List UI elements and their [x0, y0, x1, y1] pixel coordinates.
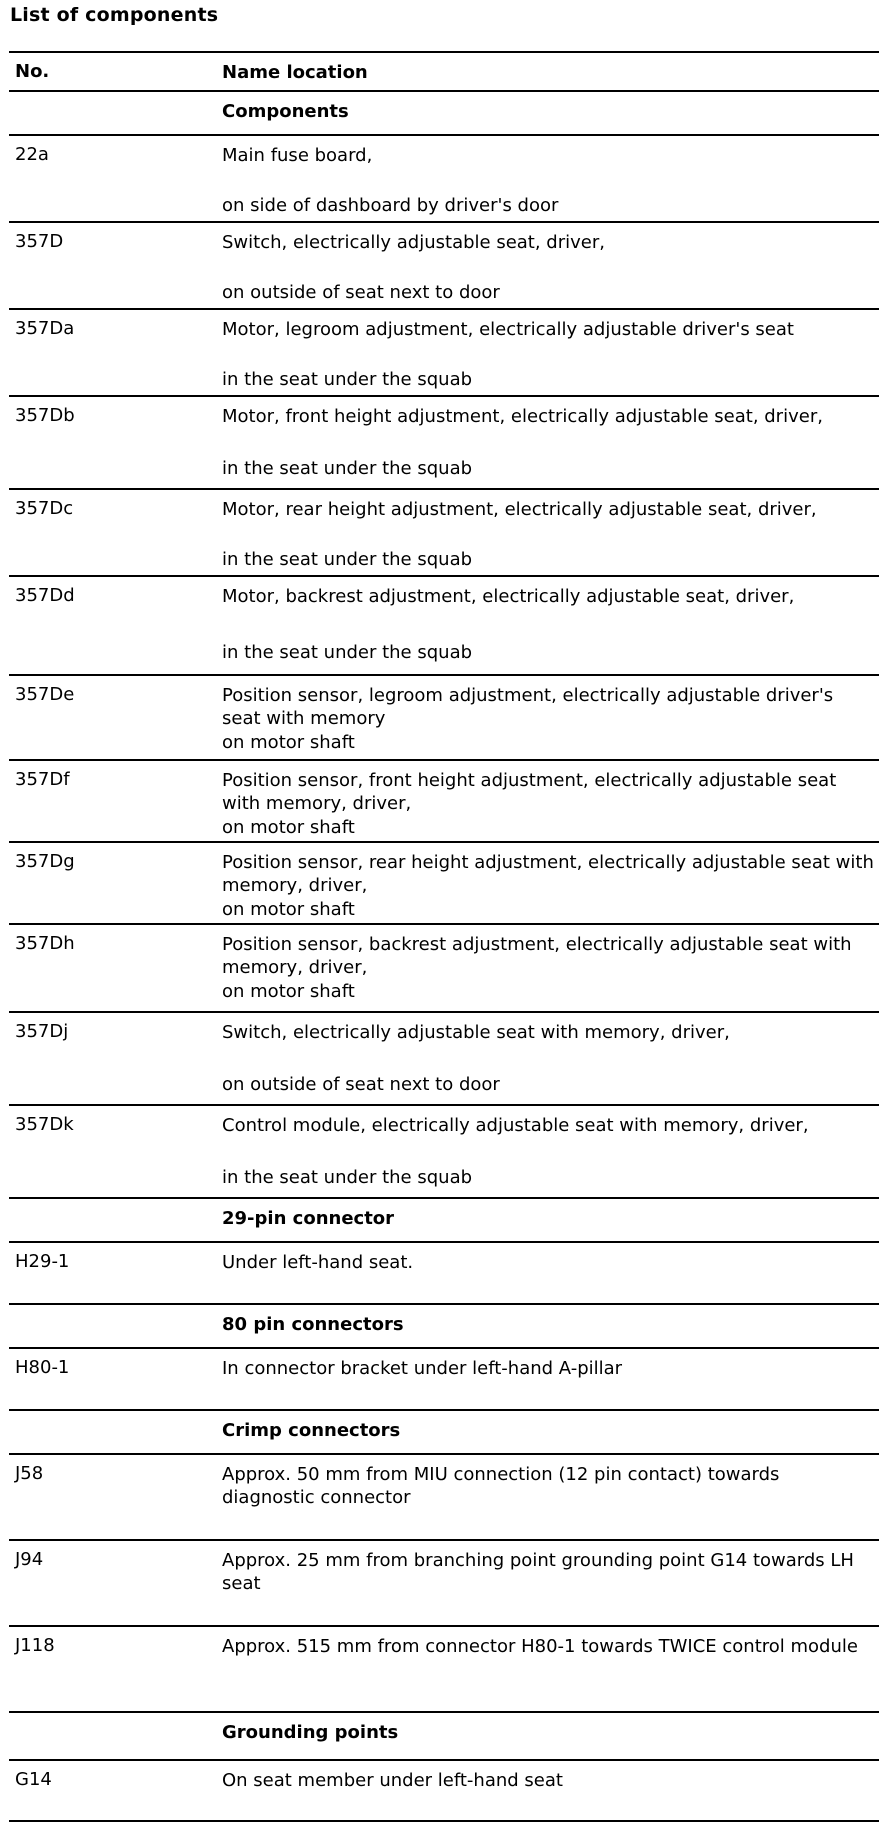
- section-row: [9, 1711, 879, 1759]
- table-header-row: [9, 51, 879, 90]
- header-name: Name location: [222, 62, 368, 83]
- component-name: Approx. 515 mm from connector H80-1 towards TWICE control module: [222, 1636, 858, 1657]
- table-row: [9, 134, 879, 221]
- table-row: [9, 759, 879, 841]
- component-name: Control module, electrically adjustable seat with memory, driver,: [222, 1115, 809, 1136]
- table-row: [9, 923, 879, 1011]
- component-number: J94: [15, 1549, 44, 1570]
- component-number: 357Dh: [15, 933, 75, 954]
- component-location: on outside of seat next to door: [222, 1074, 500, 1095]
- component-number: J118: [15, 1635, 55, 1656]
- component-name: Motor, backrest adjustment, electrically adjustable seat, driver,: [222, 586, 795, 607]
- component-name: Motor, front height adjustment, electrically adjustable seat, driver,: [222, 406, 823, 427]
- component-name: Switch, electrically adjustable seat, driver,: [222, 232, 605, 253]
- component-name: Position sensor, rear height adjustment, electrically adjustable seat with memory, driver,: [222, 852, 874, 896]
- components-table: [9, 51, 879, 1822]
- component-location: on motor shaft: [222, 899, 355, 920]
- component-name: Approx. 25 mm from branching point grounding point G14 towards LH seat: [222, 1550, 854, 1594]
- component-number: 357Dc: [15, 498, 74, 519]
- component-location: on motor shaft: [222, 981, 355, 1002]
- component-location: in the seat under the squab: [222, 642, 473, 663]
- component-number: 357D: [15, 231, 64, 252]
- table-row: [9, 1453, 879, 1539]
- component-number: H80-1: [15, 1357, 70, 1378]
- component-number: 357Dj: [15, 1021, 69, 1042]
- table-row: [9, 1104, 879, 1197]
- section-row: [9, 1197, 879, 1241]
- table-row: [9, 1347, 879, 1409]
- section-title: 29-pin connector: [222, 1208, 395, 1229]
- section-title: Grounding points: [222, 1722, 399, 1743]
- component-location: in the seat under the squab: [222, 458, 473, 479]
- component-location: on side of dashboard by driver's door: [222, 195, 559, 216]
- component-number: G14: [15, 1769, 52, 1790]
- table-row: [9, 1625, 879, 1711]
- table-row: [9, 221, 879, 308]
- page-title: List of components: [10, 4, 219, 26]
- component-name: Approx. 50 mm from MIU connection (12 pin contact) towards diagnostic connector: [222, 1464, 780, 1508]
- section-title: 80 pin connectors: [222, 1314, 404, 1335]
- component-name: Position sensor, backrest adjustment, electrically adjustable seat with memory, driver,: [222, 934, 852, 978]
- table-row: [9, 1011, 879, 1104]
- component-location: in the seat under the squab: [222, 549, 473, 570]
- component-location: in the seat under the squab: [222, 369, 473, 390]
- component-name: In connector bracket under left-hand A-pillar: [222, 1358, 623, 1379]
- section-row: [9, 1303, 879, 1347]
- component-number: 22a: [15, 144, 49, 165]
- component-number: H29-1: [15, 1251, 70, 1272]
- table-row: [9, 1241, 879, 1303]
- section-row: [9, 90, 879, 134]
- component-number: 357Da: [15, 318, 75, 339]
- section-row: [9, 1409, 879, 1453]
- component-location: in the seat under the squab: [222, 1167, 473, 1188]
- section-title: Components: [222, 101, 349, 122]
- header-no: No.: [15, 61, 50, 82]
- component-name: Switch, electrically adjustable seat with memory, driver,: [222, 1022, 730, 1043]
- component-name: Position sensor, legroom adjustment, electrically adjustable driver's seat with memory: [222, 685, 834, 729]
- component-number: 357Dk: [15, 1114, 74, 1135]
- component-number: 357Db: [15, 405, 75, 426]
- component-location: on motor shaft: [222, 817, 355, 838]
- component-name: Motor, legroom adjustment, electrically adjustable driver's seat: [222, 319, 794, 340]
- component-name: Main fuse board,: [222, 145, 373, 166]
- table-row: [9, 1539, 879, 1625]
- section-title: Crimp connectors: [222, 1420, 401, 1441]
- table-row: [9, 308, 879, 395]
- component-name: Motor, rear height adjustment, electrically adjustable seat, driver,: [222, 499, 817, 520]
- component-number: J58: [15, 1463, 44, 1484]
- component-name: On seat member under left-hand seat: [222, 1770, 563, 1791]
- component-name: Position sensor, front height adjustment, electrically adjustable seat with memory, driver,: [222, 770, 837, 814]
- table-row: [9, 395, 879, 488]
- table-row: [9, 841, 879, 923]
- component-number: 357Df: [15, 769, 70, 790]
- table-row: [9, 1759, 879, 1822]
- table-row: [9, 674, 879, 759]
- component-name: Under left-hand seat.: [222, 1252, 414, 1273]
- table-row: [9, 575, 879, 674]
- component-location: on motor shaft: [222, 732, 355, 753]
- table-row: [9, 488, 879, 575]
- component-number: 357De: [15, 684, 75, 705]
- component-number: 357Dd: [15, 585, 75, 606]
- component-location: on outside of seat next to door: [222, 282, 500, 303]
- component-number: 357Dg: [15, 851, 75, 872]
